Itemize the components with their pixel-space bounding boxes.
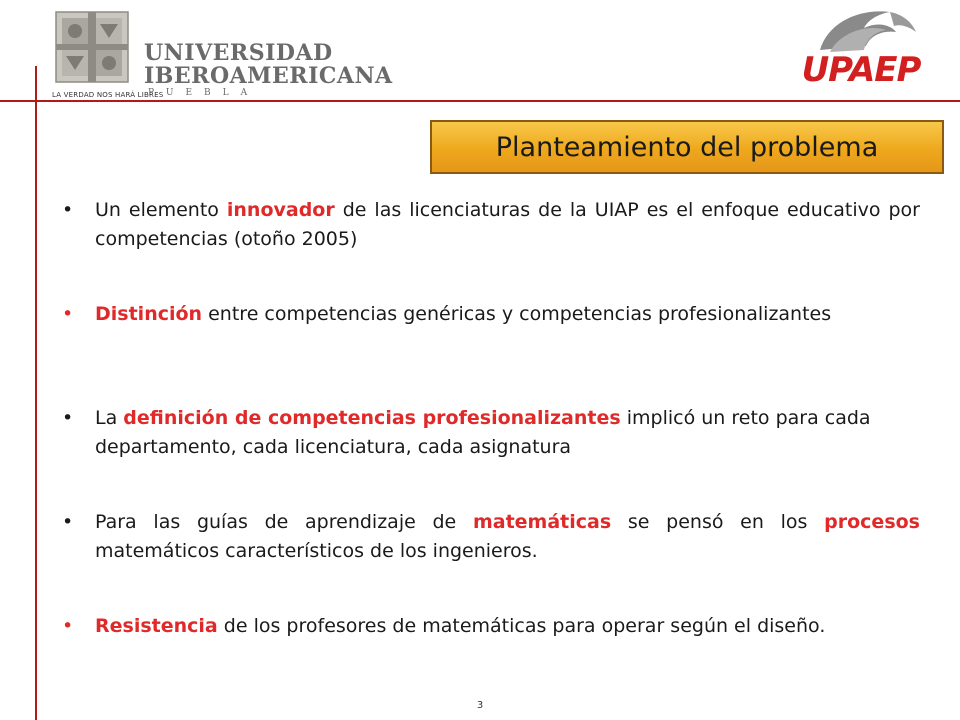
ibero-motto: LA VERDAD NOS HARÁ LIBRES <box>52 91 164 99</box>
bullet-dot: • <box>62 615 74 637</box>
highlight-text: procesos <box>824 511 920 533</box>
upaep-logo <box>790 2 930 96</box>
ibero-name-line3: PUEBLA <box>148 88 260 98</box>
bullet-text <box>95 300 920 329</box>
ibero-logo <box>52 8 393 99</box>
bullet-dot: • <box>62 511 74 533</box>
ibero-name-line1: UNIVERSIDAD <box>144 40 333 66</box>
bullet-text <box>95 196 920 254</box>
page-number: 3 <box>476 700 484 711</box>
bullet-segment: entre competencias genéricas y competencias profesionalizantes <box>202 303 832 325</box>
horizontal-rule <box>0 100 960 102</box>
bullet-text <box>95 508 920 566</box>
upaep-wordmark: UPAEP <box>801 50 921 90</box>
bullet-segment: se pensó en los <box>611 511 825 533</box>
highlight-text: matemáticas <box>472 511 612 533</box>
highlight-text: Resistencia <box>95 615 218 637</box>
bullet-segment: matemáticos característicos de los ingenieros. <box>95 540 538 562</box>
bullet-dot: • <box>62 199 74 221</box>
bullet-segment: Para las guías de aprendizaje de <box>95 511 473 533</box>
vertical-rule <box>35 66 37 720</box>
bullet-dot: • <box>62 407 74 429</box>
highlight-text: Distinción <box>95 303 203 325</box>
bullet-text <box>95 612 920 641</box>
bullet-segment: Un elemento <box>95 199 227 221</box>
highlight-text: innovador <box>226 199 335 221</box>
ibero-crest-icon <box>52 8 132 90</box>
bullet-segment: implicó un reto para cada departamento, cada licenciatura, cada asignatura <box>95 407 871 458</box>
bullet-segment: de los profesores de matemáticas para operar según el diseño. <box>217 615 826 637</box>
ibero-name-line2: IBEROAMERICANA <box>144 63 393 89</box>
slide-title: Planteamiento del problema <box>430 120 944 174</box>
bullet-segment: La <box>95 407 124 429</box>
highlight-text: definición de competencias profesionalizantes <box>123 407 621 429</box>
bullet-text <box>95 404 920 462</box>
bullet-dot: • <box>62 303 74 325</box>
bullet-segment: de las licenciaturas de la UIAP es el enfoque educativo por competencias (otoño 2005) <box>95 199 920 250</box>
